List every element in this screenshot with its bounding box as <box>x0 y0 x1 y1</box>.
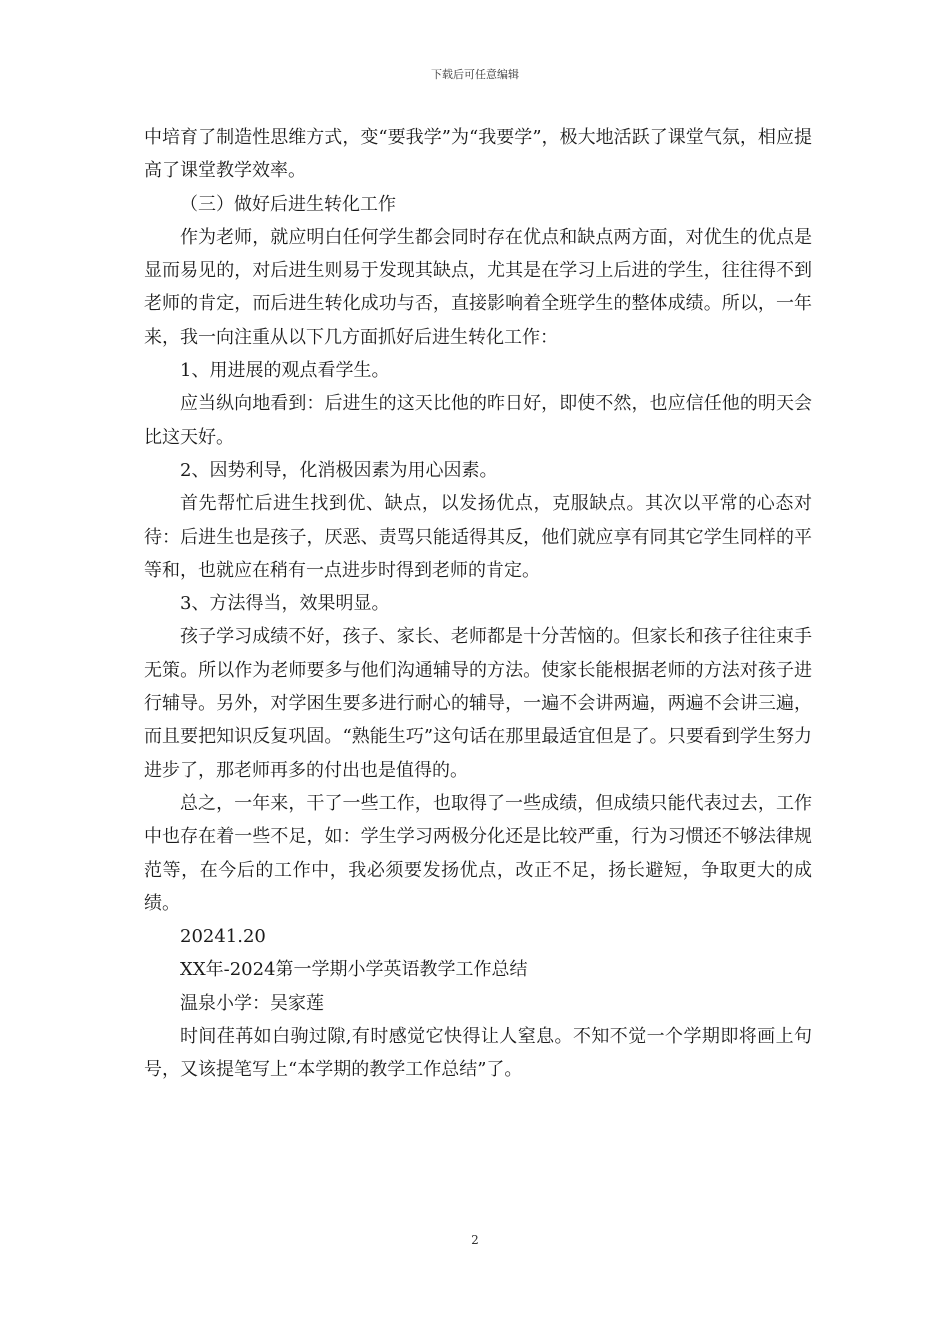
section-heading: （三）做好后进生转化工作 <box>180 193 396 215</box>
document-body <box>144 121 812 1087</box>
date-line: 20241.20 <box>180 926 266 948</box>
paragraph-9: 孩子学习成绩不好，孩子、家长、老师都是十分苦恼的。但家长和孩子往往束手无策。所以作为老师要多与他们沟通辅导的方法。使家长能根据老师的方法对孩子进行辅导。另外，对学困生要多进行耐心的辅导，一遍不会讲两遍，两遍不会讲三遍，而且要把知识反复巩固。“熟能生巧”这句话在那里最适宜但是了。只要看到学生努力进步了，那老师再多的付出也是值得的。 <box>144 626 812 781</box>
page-header: 下载后可任意编辑 <box>431 68 519 81</box>
list-item-1: 1、用进展的观点看学生。 <box>180 360 390 382</box>
list-item-3: 3、方法得当，效果明显。 <box>180 593 390 615</box>
list-item-2: 2、因势利导，化消极因素为用心因素。 <box>180 459 498 481</box>
document-title: XX年-2024第一学期小学英语教学工作总结 <box>180 959 528 981</box>
paragraph-3: 作为老师，就应明白任何学生都会同时存在优点和缺点两方面，对优生的优点是显而易见的，对后进生则易于发现其缺点，尤其是在学习上后进的学生，往往得不到老师的肯定，而后进生转化成功与否，直接影响着全班学生的整体成绩。所以，一年来，我一向注重从以下几方面抓好后进生转化工作： <box>144 226 812 348</box>
paragraph-7: 首先帮忙后进生找到优、缺点，以发扬优点，克服缺点。其次以平常的心态对待：后进生也是孩子，厌恶、责骂只能适得其反，他们就应享有同其它学生同样的平等和，也就应在稍有一点进步时得到老师的肯定。 <box>144 493 812 581</box>
paragraph-5: 应当纵向地看到：后进生的这天比他的昨日好，即使不然，也应信任他的明天会比这天好。 <box>144 393 812 448</box>
author-line: 温泉小学：吴家莲 <box>180 992 324 1014</box>
paragraph-14: 时间荏苒如白驹过隙,有时感觉它快得让人窒息。不知不觉一个学期即将画上句号，又该提笔写上“本学期的教学工作总结”了。 <box>144 1026 812 1081</box>
page-number: 2 <box>471 1233 479 1247</box>
paragraph-1: 中培育了制造性思维方式，变“要我学”为“我要学”，极大地活跃了课堂气氛，相应提高了课堂教学效率。 <box>144 127 812 182</box>
paragraph-10: 总之，一年来，干了一些工作，也取得了一些成绩，但成绩只能代表过去，工作中也存在着一些不足，如：学生学习两极分化还是比较严重，行为习惯还不够法律规范等，在今后的工作中，我必须要发扬优点，改正不足，扬长避短，争取更大的成绩。 <box>144 792 812 914</box>
